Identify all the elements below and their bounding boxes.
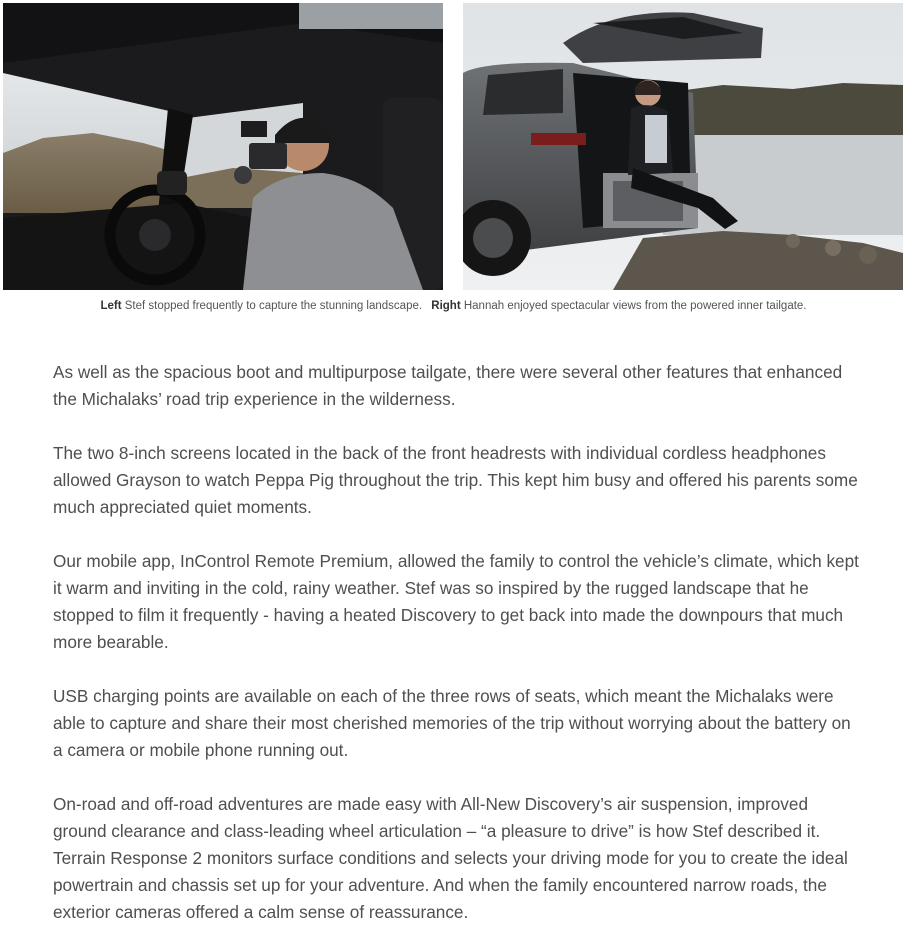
caption-left-label: Left: [100, 300, 122, 312]
article-paragraph: As well as the spacious boot and multipurpose tailgate, there were several other features that enhanced the Michalaks’ road trip experience in the wilderness.: [53, 362, 843, 409]
article-body: [53, 359, 863, 932]
photographer-in-car-image: [3, 3, 443, 290]
caption-left-text: Stef stopped frequently to capture the stunning landscape.: [124, 300, 423, 312]
article-paragraph: On-road and off-road adventures are made easy with All-New Discovery’s air suspension, improved ground clearance and class-leading wheel articulation – “a pleasure to drive” is how Stef described it. Terrain Response 2 monitors surface conditions and selects your driving mode for you to create the ideal powertrain and chassis set up for your adventure. And when the family encountered narrow roads, the exterior cameras offered a calm sense of reassurance.: [53, 794, 848, 922]
article-paragraph: Our mobile app, InControl Remote Premium, allowed the family to control the vehicle’s climate, which kept it warm and inviting in the cold, rainy weather. Stef was so inspired by the rugged landscape that he stopped to film it frequently - having a heated Discovery to get back into made the downpours that much more bearable.: [53, 551, 859, 652]
article-paragraph: The two 8-inch screens located in the back of the front headrests with individual cordless headphones allowed Grayson to watch Peppa Pig throughout the trip. This kept him busy and offered his parents some much appreciated quiet moments.: [53, 443, 858, 517]
image-caption: [0, 300, 907, 312]
caption-right-text: Hannah enjoyed spectacular views from the powered inner tailgate.: [463, 300, 807, 312]
caption-right-label: Right: [431, 300, 461, 312]
woman-on-tailgate-image: [463, 3, 903, 290]
article-paragraph: USB charging points are available on each of the three rows of seats, which meant the Michalaks were able to capture and share their most cherished memories of the trip without worrying about the battery on a camera or mobile phone running out.: [53, 686, 851, 760]
